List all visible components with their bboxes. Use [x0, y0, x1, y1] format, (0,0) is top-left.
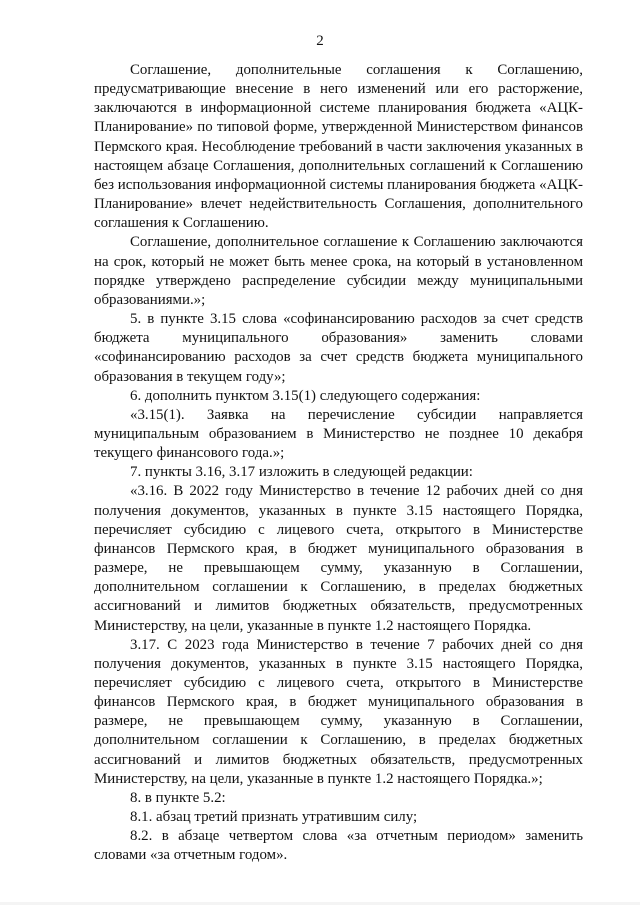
paragraph-item-8-2: 8.2. в абзаце четвертом слова «за отчетным периодом» заменить словами «за отчетным годом». [94, 828, 583, 864]
paragraph-agreement-ack-planning: Соглашение, дополнительные соглашения к Соглашению, предусматривающие внесение в него изменений или его расторжение, заключаются в информационной системе планирования бюджета «АЦК-Планирование» по типовой форме, утвержденной Министерством финансов Пермского края. Несоблюдение требований в части заключения указанных в настоящем абзаце Соглашения, дополнительных соглашений к Соглашению без использования информационной системы планирования бюджета «АЦК-Планирование» влечет недействительность Соглашения, дополнительного соглашения к Соглашению. [94, 62, 583, 232]
paragraph-item-7: 7. пункты 3.16, 3.17 изложить в следующей редакции: [130, 464, 473, 481]
paragraph-item-8: 8. в пункте 5.2: [130, 789, 226, 806]
document-body [94, 61, 583, 866]
paragraph-agreement-term: Соглашение, дополнительное соглашение к Соглашению заключаются на срок, который не может быть менее срока, на который в установленном порядке утверждено распределение субсидии между муниципальными образованиями.»; [94, 234, 583, 308]
paragraph-item-3-15-1: «3.15(1). Заявка на перечисление субсидии направляется муниципальным образованием в Министерство не позднее 10 декабря текущего финансового года.»; [94, 406, 583, 462]
paragraph-item-3-17: 3.17. С 2023 года Министерство в течение 7 рабочих дней со дня получения документов, указанных в пункте 3.15 настоящего Порядка, перечисляет субсидию с лицевого счета, открытого в Министерстве финансов Пермского края, в бюджет муниципального образования в размере, не превышающем сумму, указанную в Соглашении, дополнительном соглашении к Соглашению, в пределах бюджетных ассигнований и лимитов бюджетных обязательств, предусмотренных Министерству, на цели, указанные в пункте 1.2 настоящего Порядка.»; [94, 636, 583, 787]
paragraph-item-8-1: 8.1. абзац третий признать утратившим силу; [130, 809, 418, 826]
page-number: 2 [316, 33, 324, 49]
paragraph-item-5: 5. в пункте 3.15 слова «софинансированию расходов за счет средств бюджета муниципального образования» заменить словами «софинансированию расходов за счет средств бюджета муниципального образования в текущем году»; [94, 311, 583, 385]
paragraph-item-6: 6. дополнить пунктом 3.15(1) следующего содержания: [130, 387, 481, 404]
paragraph-item-3-16: «3.16. В 2022 году Министерство в течение 12 рабочих дней со дня получения документов, указанных в пункте 3.15 настоящего Порядка, перечисляет субсидию с лицевого счета, открытого в Министерстве финансов Пермского края, в бюджет муниципального образования в размере, не превышающем сумму, указанную в Соглашении, дополнительном соглашении к Соглашению, в пределах бюджетных ассигнований и лимитов бюджетных обязательств, предусмотренных Министерству, на цели, указанные в пункте 1.2 настоящего Порядка. [94, 483, 583, 634]
